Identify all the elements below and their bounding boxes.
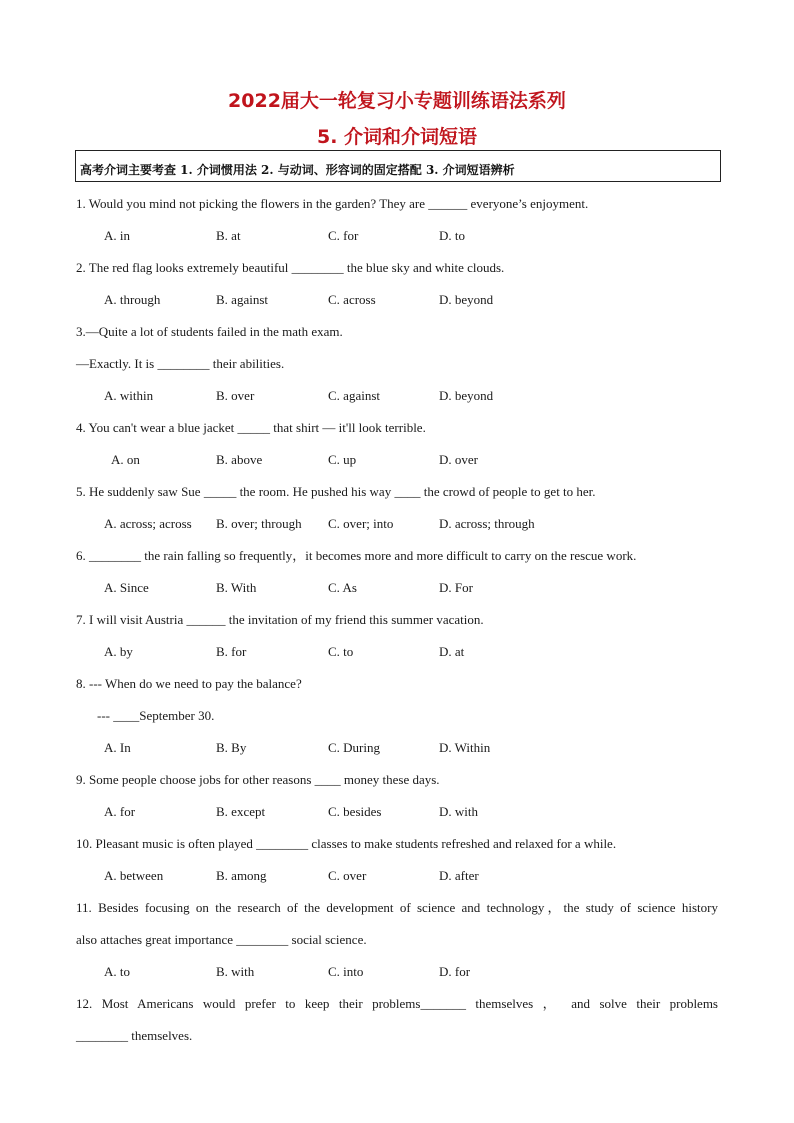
question-5-option-b[interactable]: B. over; through	[216, 516, 302, 531]
question-7-text: 7. I will visit Austria ______ the invitation of my friend this summer vacation.	[76, 612, 484, 627]
question-9-option-a[interactable]: A. for	[104, 804, 136, 819]
question-10-option-b[interactable]: B. among	[216, 868, 267, 883]
question-6-option-c[interactable]: C. As	[328, 580, 357, 595]
question-6-option-d[interactable]: D. For	[439, 580, 473, 595]
question-10-option-c[interactable]: C. over	[328, 868, 367, 883]
question-7-option-c[interactable]: C. to	[328, 644, 354, 659]
question-9-option-c[interactable]: C. besides	[328, 804, 382, 819]
question-3-option-a[interactable]: A. within	[104, 388, 154, 403]
question-1-option-c[interactable]: C. for	[328, 228, 359, 243]
question-3-option-c[interactable]: C. against	[328, 388, 380, 403]
question-2-option-c[interactable]: C. across	[328, 292, 376, 307]
question-5-option-a[interactable]: A. across; across	[104, 516, 192, 531]
question-8-option-a[interactable]: A. In	[104, 740, 131, 755]
summary-text: 高考介词主要考查 1. 介词惯用法 2. 与动词、形容词的固定搭配 3. 介词短语辨析	[80, 163, 515, 177]
question-2-text: 2. The red flag looks extremely beautiful ________ the blue sky and white clouds.	[76, 260, 505, 275]
question-5-option-d[interactable]: D. across; through	[439, 516, 535, 531]
question-7-option-a[interactable]: A. by	[104, 644, 133, 659]
question-11-text: 11. Besides focusing on the research of the development of science and technology，the study of science history	[76, 900, 718, 915]
question-4-text: 4. You can't wear a blue jacket _____ that shirt — it'll look terrible.	[76, 420, 426, 435]
question-12-text: 12. Most Americans would prefer to keep their problems_______ themselves ， and solve their problems	[76, 996, 718, 1011]
question-12-text-line-2: ________ themselves.	[76, 1028, 193, 1043]
question-7-option-b[interactable]: B. for	[216, 644, 247, 659]
question-4-option-a[interactable]: A. on	[111, 452, 140, 467]
question-2-option-d[interactable]: D. beyond	[439, 292, 494, 307]
question-10-text: 10. Pleasant music is often played ________ classes to make students refreshed and relaxed for a while.	[76, 836, 617, 851]
question-6-option-b[interactable]: B. With	[216, 580, 257, 595]
question-3-text-line-2: —Exactly. It is ________ their abilities.	[76, 356, 285, 371]
page-subtitle: 5. 介词和介词短语	[316, 126, 478, 148]
question-11-option-c[interactable]: C. into	[328, 964, 364, 979]
question-11-option-b[interactable]: B. with	[216, 964, 255, 979]
question-1-option-a[interactable]: A. in	[104, 228, 130, 243]
question-3-text: 3.—Quite a lot of students failed in the math exam.	[76, 324, 343, 339]
question-4-option-c[interactable]: C. up	[328, 452, 357, 467]
question-9-text: 9. Some people choose jobs for other reasons ____ money these days.	[76, 772, 440, 787]
question-2-option-a[interactable]: A. through	[104, 292, 161, 307]
question-6-option-a[interactable]: A. Since	[104, 580, 149, 595]
question-7-option-d[interactable]: D. at	[439, 644, 465, 659]
question-9-option-d[interactable]: D. with	[439, 804, 478, 819]
question-5-option-c[interactable]: C. over; into	[328, 516, 394, 531]
question-4-option-b[interactable]: B. above	[216, 452, 263, 467]
question-8-option-c[interactable]: C. During	[328, 740, 380, 755]
question-5-text: 5. He suddenly saw Sue _____ the room. He pushed his way ____ the crowd of people to get to her.	[76, 484, 596, 499]
question-1-text: 1. Would you mind not picking the flowers in the garden? They are ______ everyone’s enjoyment.	[76, 196, 589, 211]
question-10-option-d[interactable]: D. after	[439, 868, 479, 883]
question-1-option-b[interactable]: B. at	[216, 228, 241, 243]
question-11-option-a[interactable]: A. to	[104, 964, 130, 979]
question-8-text: 8. --- When do we need to pay the balance?	[76, 676, 302, 691]
question-8-option-b[interactable]: B. By	[216, 740, 247, 755]
question-8-option-d[interactable]: D. Within	[439, 740, 491, 755]
question-8-text-line-2: --- ____September 30.	[97, 708, 215, 723]
question-6-text: 6. ________ the rain falling so frequently，it becomes more and more difficult to carry on the rescue work.	[76, 548, 637, 563]
question-2-option-b[interactable]: B. against	[216, 292, 268, 307]
question-1-option-d[interactable]: D. to	[439, 228, 465, 243]
summary-box	[75, 150, 721, 182]
question-3-option-b[interactable]: B. over	[216, 388, 255, 403]
question-3-option-d[interactable]: D. beyond	[439, 388, 494, 403]
question-11-option-d[interactable]: D. for	[439, 964, 471, 979]
question-4-option-d[interactable]: D. over	[439, 452, 478, 467]
question-10-option-a[interactable]: A. between	[104, 868, 164, 883]
question-9-option-b[interactable]: B. except	[216, 804, 266, 819]
question-11-text-line-2: also attaches great importance ________ social science.	[76, 932, 367, 947]
page-title: 2022届大一轮复习小专题训练语法系列	[228, 90, 566, 112]
